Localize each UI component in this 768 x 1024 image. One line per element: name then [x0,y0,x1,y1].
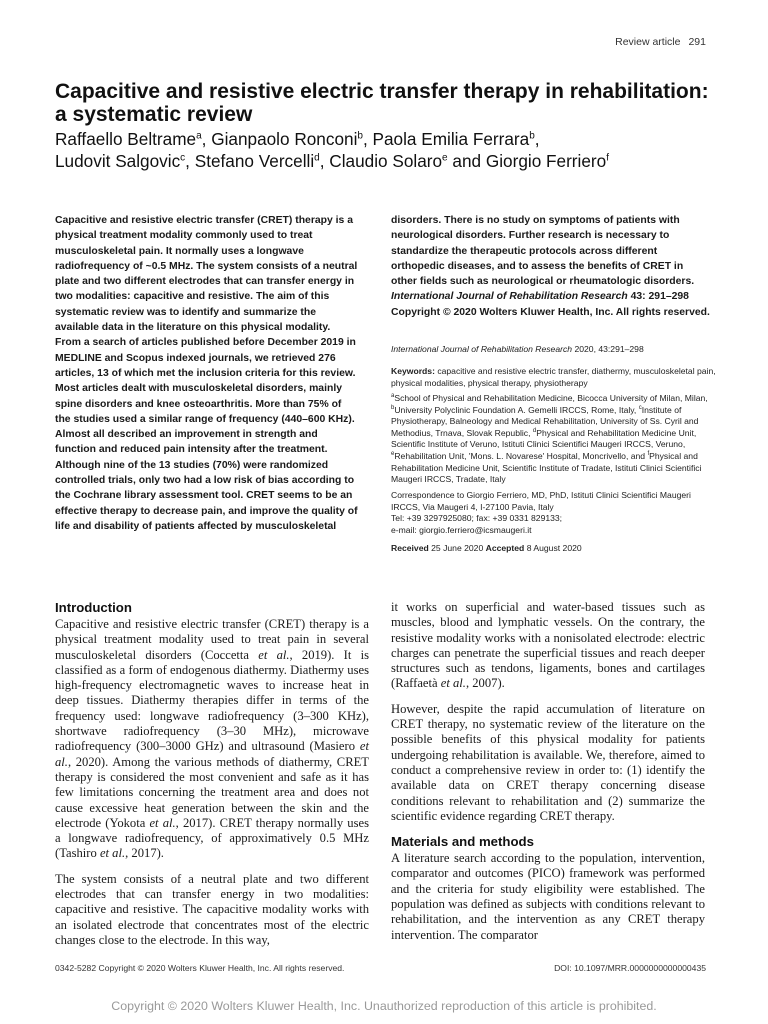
author: Stefano Vercelli$^d$ [194,151,320,171]
author-line-1: Raffaello Beltrame$^a$, Gianpaolo Ronconi$^b$, Paola Emilia Ferrara$^b$, [55,129,540,149]
footer-copyright: 0342-5282 Copyright © 2020 Wolters Kluwer Health, Inc. All rights reserved. [55,963,345,973]
author: Claudio Solaro$^e$ [329,151,448,171]
running-header [615,36,706,48]
abstract-left: Capacitive and resistive electric transfer (CRET) therapy is a physical treatment modality commonly used to treat musculoskeletal pain. It normally uses a longwave radiofrequency of ~0.5 MHz. The system consists of a neutral plate and two different electrodes that can transfer energy in two modalities: capacitive and resistive. The aim of this systematic review was to identify and summarize the available data in the literature on this physical modality. From a search of articles published before December 2019 in MEDLINE and Scopus indexed journals, we retrieved 276 articles, 13 of which met the inclusion criteria for this review. Most articles dealt with musculoskeletal disorders, mainly spine disorders and knee osteoarthritis. More than 75% of the studies used a similar range of frequency (440–600 KHz). Almost all described an improvement in strength and function and reduced pain intensity after the treatment. Although nine of the 13 studies (70%) were randomized controlled trials, only two had a low risk of bias according to the Cochrane library assessment tool. CRET seems to be an effective therapy to decrease pain, and improve the quality of life and disability of patients affected by musculoskeletal [55,215,358,532]
paragraph: it works on superficial and water-based tissues such as muscles, blood and lymphatic vessels. On the contrary, the resistive modality works with a nonisolated electrode: electric charges can penetrate the superficial tissues and reach deeper structures such as tendons, ligaments, bones and cartilages (Raffaetà et al., 2007). [391,600,705,691]
article-type: Review article [615,36,681,48]
section-heading-introduction: Introduction [55,600,132,615]
correspondence: Correspondence to Giorgio Ferriero, MD, PhD, Istituti Clinici Scientifici Maugeri IRCCS, Via Maugeri 4, I-27100 Pavia, Italy Tel: +39 3297925080; fax: +39 0331 829133; e-mail: giorgio.ferriero@icsmaugeri.it [391,490,716,536]
abstract-right: disorders. There is no study on symptoms of patients with neurological disorders. Further research is necessary to standardize the therapeutic protocols across different orthopedic diseases, and to assess the benefits of CRET in other fields such as neurological or rheumatologic disorders. International Journal of Rehabilitation Research 43: 291–298 Copyright © 2020 Wolters Kluwer Health, Inc. All rights reserved. [391,215,710,318]
author: Gianpaolo Ronconi$^b$ [211,129,363,149]
author: Ludovit Salgovic$^c$ [55,151,186,171]
copyright-notice: Copyright © 2020 Wolters Kluwer Health, Inc. Unauthorized reproduction of this article is prohibited. [111,999,657,1013]
author-line-2: Ludovit Salgovic$^c$, Stefano Vercelli$^d$, Claudio Solaro$^e$ and Giorgio Ferriero$^f$ [55,151,609,171]
keywords: Keywords: capacitive and resistive electric transfer, diathermy, musculoskeletal pain, physical modalities, physical therapy, physiotherapy [391,366,716,388]
section-heading-methods: Materials and methods [391,834,534,850]
paragraph: Capacitive and resistive electric transfer (CRET) therapy is a physical treatment modality used to treat pain in several musculoskeletal disorders (Coccetta et al., 2019). It is classified as a form of endogenous diathermy. Diathermy uses high-frequency electromagnetic waves to increase heat in deep tissues. Diathermy therapies differ in terms of the frequency used: longwave radiofrequency (3–300 KHz), shortwave radiofrequency (3–30 MHz), microwave radiofrequency (300–3000 GHz) and ultrasound (Masiero et al., 2020). Among the various methods of diathermy, CRET therapy is considered the most convenient and safe as it has few limitations concerning the treatment area and does not cause excessive heat generation between the skin and the electrode (Yokota et al., 2017). CRET therapy normally uses a longwave radiofrequency, of approximatively 0.5 MHz (Tashiro et al., 2017). [55,617,369,861]
paragraph: However, despite the rapid accumulation of literature on CRET therapy, no systematic review of the literature on the possible benefits of this physical modality for patients undergoing rehabilitation is available. We, therefore, aimed to conduct a comprehensive review in order to: (1) identify the available data on CRET therapy concerning disease conditions relevant to rehabilitation and (2) summarize the scientific evidence regarding CRET therapy. [391,701,705,823]
citation: International Journal of Rehabilitation Research 2020, 43:291–298 [391,344,644,354]
author-list [55,128,725,172]
affiliations: $^a$School of Physical and Rehabilitation Medicine, Bicocca University of Milan, Milan, $^b$University Polyclinic Foundation A. Gemelli IRCCS, Rome, Italy, $^c$Institute of Physiotherapy, Balneology and Medical Rehabilitation, University of Ss. Cyril and Methodius, Trnava, Slovak Republic, $^d$Physical and Rehabilitation Medicine Unit, Scientific Institute of Veruno, Istituti Clinici Scientifici Maugeri IRCCS, Veruno, $^e$Rehabilitation Unit, 'Mons. L. Novarese' Hospital, Moncrivello, and $^f$Physical and Rehabilitation Medicine Unit, Scientific Institute of Tradate, Istituti Clinici Scientifici Maugeri IRCCS, Tradate, Italy [391,393,708,485]
article-title: Capacitive and resistive electric transfer therapy in rehabilitation: a systematic review [55,80,709,126]
journal-name: International Journal of Rehabilitation Research [391,291,628,303]
paragraph: A literature search according to the population, intervention, comparator and outcomes (PICO) framework was performed and the criteria for study eligibility were established. The population was defined as subjects with conditions relevant to rehabilitation, and the intervention as any CRET therapy intervention. The comparator [391,851,705,942]
author: Giorgio Ferriero$^f$ [485,151,609,171]
body-column-left [55,600,369,958]
author: Paola Emilia Ferrara$^b$ [372,129,535,149]
footer-doi[interactable]: DOI: 10.1097/MRR.0000000000000435 [554,963,706,973]
paragraph: The system consists of a neutral plate and two different electrodes that can transfer energy in two modalities: capacitive and resistive. The capacitive modality works with an isolated electrode that concentrates most of the electric changes close to the electrode. In this way, [55,871,369,947]
article-dates: Received 25 June 2020 Accepted 8 August 2020 [391,543,582,553]
author: Raffaello Beltrame$^a$ [55,129,202,149]
body-column-right [391,600,705,953]
page-number: 291 [688,36,706,48]
email-link[interactable]: e-mail: giorgio.ferriero@icsmaugeri.it [391,524,532,535]
